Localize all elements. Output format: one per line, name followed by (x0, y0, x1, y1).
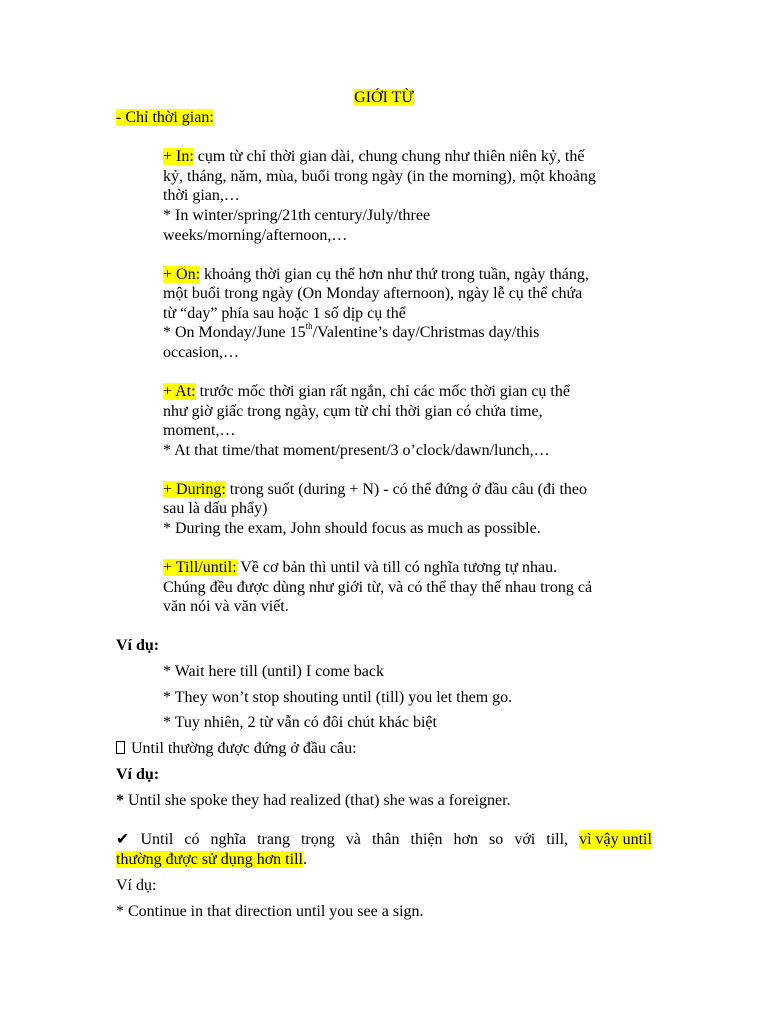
page-title (0, 88, 768, 107)
in-line-1: + In: cụm từ chỉ thời gian dài, chung chung như thiên niên kỷ, thế (163, 148, 585, 165)
till-line-2: Chúng đều được dùng như giới từ, và có thể thay thế nhau trong cả (163, 579, 593, 596)
check-icon: ✔ (116, 831, 130, 848)
during-example-1: * During the exam, John should focus as much as possible. (163, 520, 541, 537)
on-example-1: * On Monday/June 15th/Valentine’s day/Christmas day/this (163, 321, 540, 341)
in-label: + In: (163, 148, 194, 165)
till-line-1: + Till/until: Về cơ bản thì until và till có nghĩa tương tự nhau. (163, 559, 558, 576)
at-example-1: * At that time/that moment/present/3 o’clock/dawn/lunch,… (163, 442, 550, 459)
at-line-1: + At: trước mốc thời gian rất ngắn, chỉ các mốc thời gian cụ thể (163, 383, 570, 400)
at-line-3: moment,… (163, 422, 236, 439)
at-label: + At: (163, 383, 196, 400)
on-line-3: từ “day” phía sau hoặc 1 số dịp cụ thể (163, 305, 406, 322)
example-item-1: * Wait here till (until) I come back (163, 663, 385, 680)
example-heading-3: Ví dụ: (116, 877, 157, 894)
during-label: + During: (163, 481, 226, 498)
missing-glyph-icon (116, 741, 125, 754)
title-text: GIỚI TỪ (354, 89, 414, 106)
formal-line-2: thường được sử dụng hơn till. (116, 851, 307, 868)
example-2-line: * Until she spoke they had realized (that) she was a foreigner. (116, 792, 511, 809)
at-line-2: như giờ giấc trong ngày, cụm từ chỉ thời gian có chứa time, (163, 403, 543, 420)
in-example-2: weeks/morning/afternoon,… (163, 227, 348, 244)
example-item-2: * They won’t stop shouting until (till) you let them go. (163, 689, 513, 706)
in-line-3: thời gian,… (163, 187, 240, 204)
formal-line-1-words: ✔ Until có nghĩa trang trọng và thân thiện hơn so với till, vì vậy until (116, 831, 652, 848)
on-label: + On: (163, 266, 201, 283)
formal-line-1 (116, 830, 652, 849)
example-heading-1: Ví dụ: (116, 637, 160, 654)
on-line-1: + On: khoảng thời gian cụ thể hơn như thứ trong tuần, ngày tháng, (163, 266, 589, 283)
example-heading-2: Ví dụ: (116, 766, 160, 783)
on-line-2: một buổi trong ngày (On Monday afternoon), ngày lễ cụ thể chứa (163, 285, 583, 302)
section-heading: - Chỉ thời gian: (116, 109, 214, 126)
till-label: + Till/until: (163, 559, 237, 576)
during-line-1: + During: trong suốt (during + N) - có thể đứng ở đầu câu (đi theo (163, 481, 587, 498)
in-line-2: kỷ, tháng, năm, mùa, buổi trong ngày (in the morning), một khoảng (163, 168, 596, 185)
until-start-line: Until thường được đứng ở đầu câu: (116, 739, 357, 758)
on-example-2: occasion,… (163, 344, 239, 361)
example-item-3: * Tuy nhiên, 2 từ vẫn có đôi chút khác biệt (163, 714, 437, 731)
example-3-line: * Continue in that direction until you see a sign. (116, 903, 424, 920)
during-line-2: sau là dấu phẩy) (163, 500, 268, 517)
in-example-1: * In winter/spring/21th century/July/three (163, 207, 431, 224)
till-line-3: văn nói và văn viết. (163, 598, 289, 615)
